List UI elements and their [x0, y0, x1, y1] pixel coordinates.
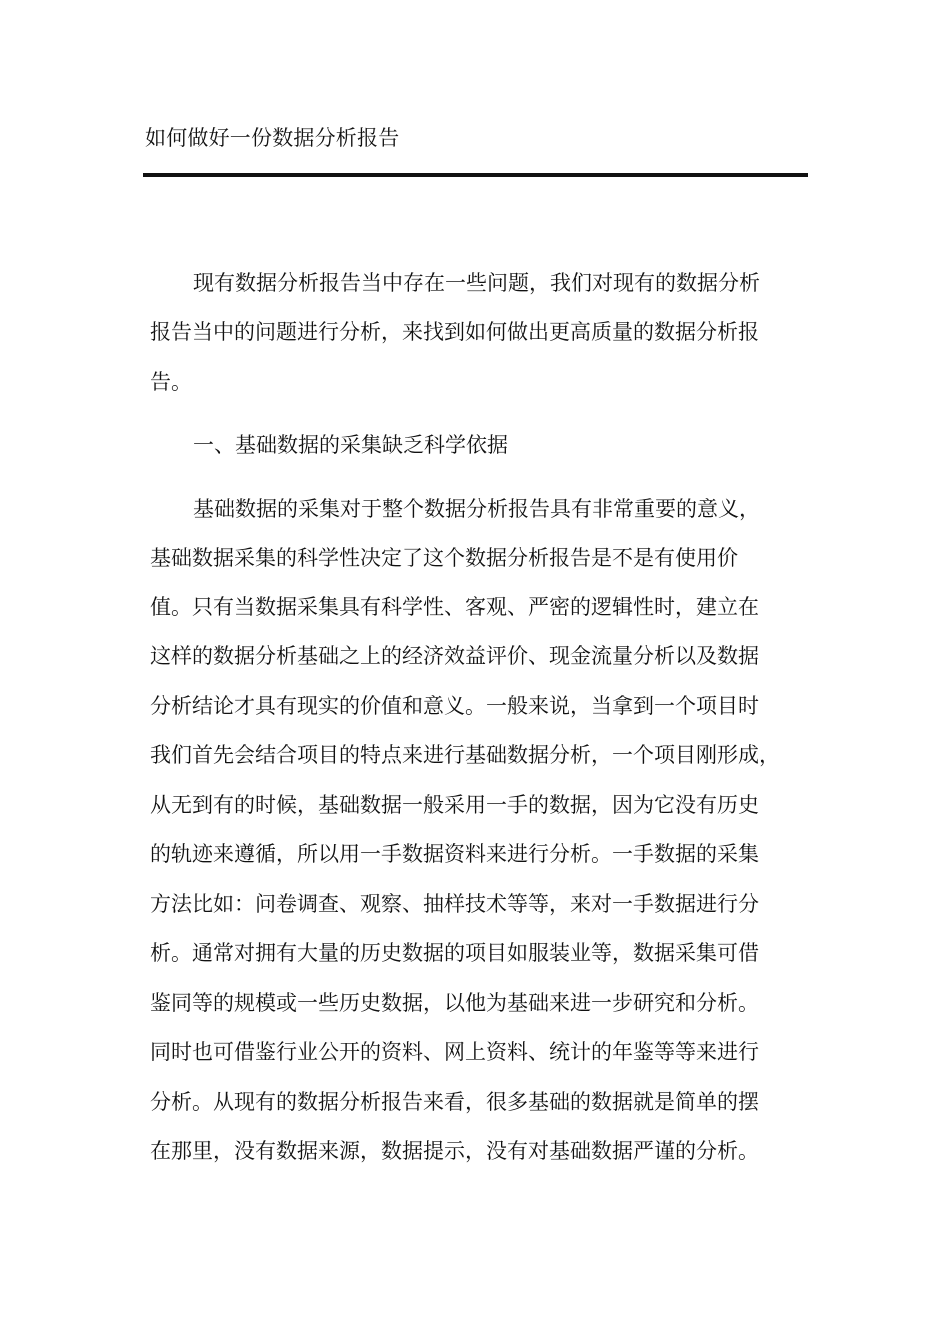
body-line: 基础数据的采集对于整个数据分析报告具有非常重要的意义，	[193, 497, 760, 521]
body-line: 在那里，没有数据来源，数据提示，没有对基础数据严谨的分析。	[150, 1139, 759, 1163]
body-line: 值。只有当数据采集具有科学性、客观、严密的逻辑性时，建立在	[150, 595, 759, 619]
body-line: 分析。从现有的数据分析报告来看，很多基础的数据就是简单的摆	[150, 1090, 759, 1114]
page-header-title: 如何做好一份数据分析报告	[145, 126, 400, 150]
body-line: 的轨迹来遵循，所以用一手数据资料来进行分析。一手数据的采集	[150, 842, 759, 866]
body-line: 从无到有的时候，基础数据一般采用一手的数据，因为它没有历史	[150, 793, 759, 817]
body-line: 同时也可借鉴行业公开的资料、网上资料、统计的年鉴等等来进行	[150, 1040, 759, 1064]
intro-line: 现有数据分析报告当中存在一些问题，我们对现有的数据分析	[193, 271, 760, 295]
body-line: 我们首先会结合项目的特点来进行基础数据分析，一个项目刚形成，	[150, 743, 780, 767]
body-line: 基础数据采集的科学性决定了这个数据分析报告是不是有使用价	[150, 546, 738, 570]
body-line: 这样的数据分析基础之上的经济效益评价、现金流量分析以及数据	[150, 644, 759, 668]
body-line: 分析结论才具有现实的价值和意义。一般来说，当拿到一个项目时	[150, 694, 759, 718]
section-heading: 一、基础数据的采集缺乏科学依据	[193, 433, 508, 457]
body-line: 析。通常对拥有大量的历史数据的项目如服装业等，数据采集可借	[150, 941, 759, 965]
header-divider	[143, 173, 808, 177]
body-line: 鉴同等的规模或一些历史数据，以他为基础来进一步研究和分析。	[150, 991, 759, 1015]
intro-line: 告。	[150, 370, 192, 394]
body-line: 方法比如：问卷调查、观察、抽样技术等等，来对一手数据进行分	[150, 892, 759, 916]
intro-line: 报告当中的问题进行分析，来找到如何做出更高质量的数据分析报	[150, 320, 759, 344]
